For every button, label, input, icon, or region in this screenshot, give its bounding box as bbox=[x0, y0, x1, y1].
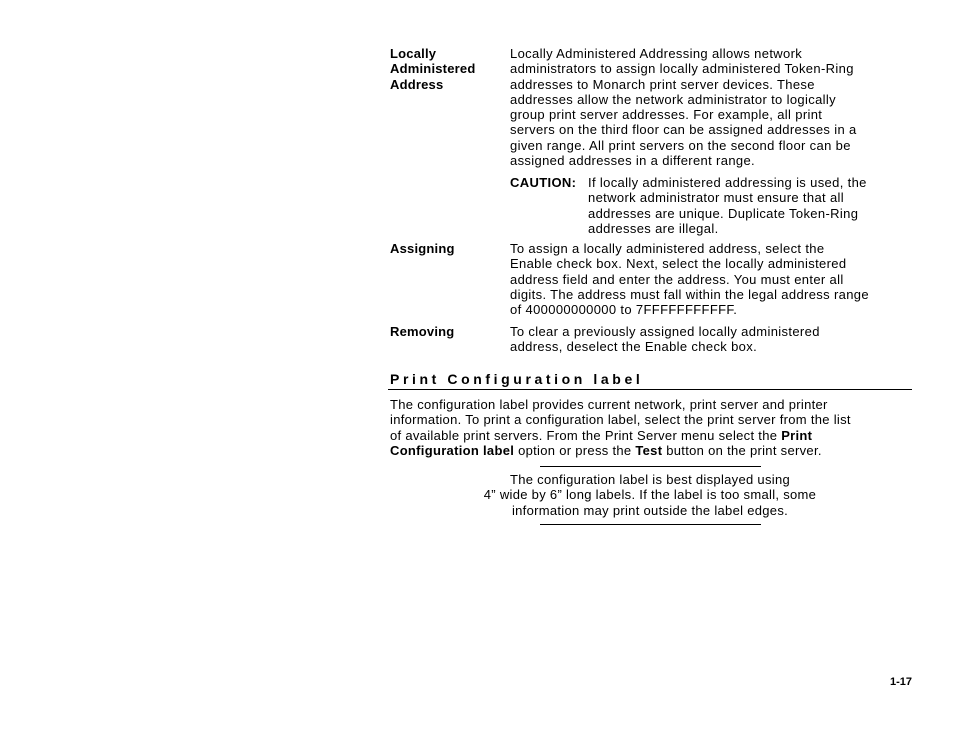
desc-line: To assign a locally administered address, select the bbox=[510, 241, 825, 256]
section-paragraph bbox=[390, 397, 914, 458]
section-heading: Print Configuration label bbox=[390, 371, 644, 387]
desc-line: addresses to Monarch print server devices. These bbox=[510, 76, 815, 92]
note-block bbox=[440, 472, 860, 518]
caution-line: network administrator must ensure that all bbox=[588, 190, 845, 206]
term-removing bbox=[390, 324, 502, 339]
desc-line: address field and enter the address. You must enter all bbox=[510, 271, 844, 287]
desc-line: of 400000000000 to 7FFFFFFFFFFF. bbox=[510, 302, 738, 318]
paragraph-text: of available print servers. From the Print Server menu select the bbox=[390, 427, 782, 443]
desc-line: assigned addresses in a different range. bbox=[510, 153, 756, 169]
desc-assigning bbox=[510, 241, 915, 317]
desc-line: Enable check box. Next, select the locally administered bbox=[510, 256, 847, 272]
desc-line: servers on the third floor can be assigned addresses in a bbox=[510, 122, 857, 138]
bold-term-configuration-label: Configuration label bbox=[390, 442, 515, 458]
term-locally-administered-address bbox=[390, 46, 502, 92]
caution-body bbox=[588, 175, 913, 236]
paragraph-line: information. To print a configuration label, select the print server from the list bbox=[390, 412, 851, 428]
desc-line: Locally Administered Addressing allows network bbox=[510, 46, 803, 61]
desc-line: address, deselect the Enable check box. bbox=[510, 339, 758, 355]
term-line: Administered bbox=[390, 61, 476, 77]
desc-line: digits. The address must fall within the legal address range bbox=[510, 286, 869, 302]
desc-line: given range. All print servers on the second floor can be bbox=[510, 137, 851, 153]
term-line: Removing bbox=[390, 324, 455, 339]
caution-line: If locally administered addressing is used, the bbox=[588, 175, 867, 190]
paragraph-text: option or press the bbox=[514, 442, 636, 458]
term-line: Locally bbox=[390, 46, 437, 61]
caution-line: addresses are illegal. bbox=[588, 220, 719, 236]
desc-locally-administered-address bbox=[510, 46, 915, 168]
bold-term-print: Print bbox=[781, 427, 813, 443]
note-line: 4” wide by 6” long labels. If the label is too small, some bbox=[483, 487, 817, 503]
note-bottom-rule bbox=[540, 524, 761, 525]
note-line: information may print outside the label edges. bbox=[511, 502, 789, 518]
note-line: The configuration label is best displayed using bbox=[509, 472, 791, 487]
page-number: 1-17 bbox=[889, 676, 912, 688]
term-line: Assigning bbox=[390, 241, 455, 256]
note-top-rule bbox=[540, 466, 761, 467]
paragraph-line bbox=[390, 443, 914, 458]
heading-rule bbox=[388, 389, 912, 390]
desc-line: To clear a previously assigned locally administered bbox=[510, 324, 820, 339]
caution-label: CAUTION: bbox=[510, 175, 577, 190]
desc-line: addresses allow the network administrator to logically bbox=[510, 91, 836, 107]
term-assigning bbox=[390, 241, 502, 256]
caution-line: addresses are unique. Duplicate Token-Ring bbox=[588, 205, 859, 221]
desc-line: group print server addresses. For example, all print bbox=[510, 107, 823, 123]
term-line: Address bbox=[390, 76, 444, 92]
bold-term-test: Test bbox=[635, 442, 663, 458]
desc-removing bbox=[510, 324, 915, 355]
paragraph-text: button on the print server. bbox=[662, 442, 822, 458]
paragraph-line bbox=[390, 428, 914, 443]
desc-line: administrators to assign locally administered Token-Ring bbox=[510, 61, 854, 77]
paragraph-line: The configuration label provides current network, print server and printer bbox=[390, 397, 828, 412]
